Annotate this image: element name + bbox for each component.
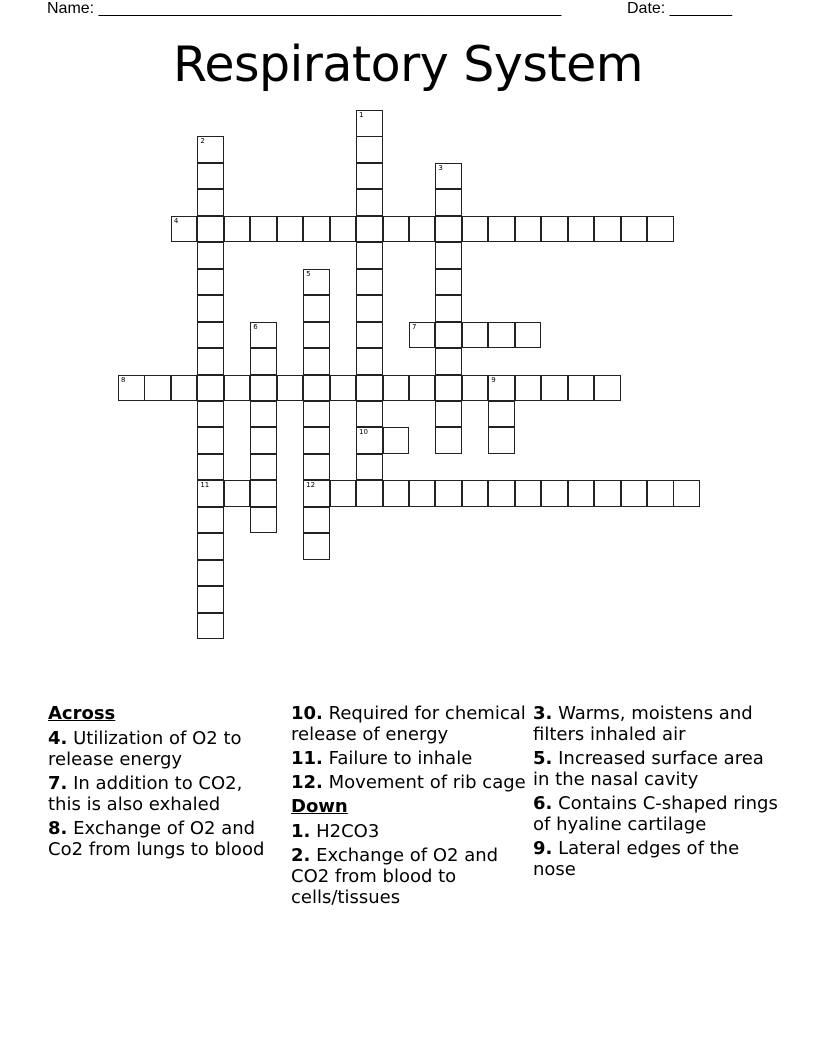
grid-cell[interactable] (303, 401, 330, 428)
grid-cell[interactable] (250, 375, 277, 402)
grid-cell[interactable] (197, 613, 224, 640)
clue-number: 10. (291, 703, 323, 724)
cell-number: 2 (200, 137, 205, 146)
grid-cell[interactable] (356, 136, 383, 163)
grid-cell[interactable] (568, 480, 595, 507)
name-field[interactable]: Name: ____________________________________________________ (47, 0, 562, 17)
grid-cell[interactable] (515, 322, 542, 349)
grid-cell[interactable] (515, 480, 542, 507)
grid-cell[interactable] (647, 216, 674, 243)
grid-cell[interactable] (541, 480, 568, 507)
clue-text: H2CO3 (316, 821, 380, 842)
grid-cell[interactable] (144, 375, 171, 402)
grid-cell[interactable] (462, 322, 489, 349)
clues-column-3 (533, 703, 783, 883)
grid-cell[interactable] (435, 216, 462, 243)
across-clue-11 (291, 748, 527, 769)
grid-cell[interactable] (594, 216, 621, 243)
grid-cell[interactable] (197, 375, 224, 402)
grid-cell[interactable] (435, 242, 462, 269)
grid-cell[interactable] (515, 216, 542, 243)
grid-cell[interactable] (250, 348, 277, 375)
grid-cell[interactable] (541, 375, 568, 402)
grid-cell[interactable] (303, 348, 330, 375)
clue-number: 2. (291, 845, 311, 866)
clue-number: 4. (48, 728, 68, 749)
clue-text: Exchange of O2 and Co2 from lungs to blood (48, 818, 265, 860)
clue-number: 12. (291, 772, 323, 793)
grid-cell[interactable] (250, 401, 277, 428)
down-clue-1 (291, 821, 527, 842)
grid-cell[interactable] (541, 216, 568, 243)
grid-cell[interactable] (224, 480, 251, 507)
grid-cell[interactable] (462, 480, 489, 507)
clue-text: Increased surface area in the nasal cavity (533, 748, 764, 790)
down-clue-3 (533, 703, 783, 745)
down-clue-9 (533, 838, 783, 880)
grid-cell[interactable] (356, 189, 383, 216)
grid-cell[interactable] (356, 216, 383, 243)
grid-cell[interactable] (435, 480, 462, 507)
grid-cell[interactable] (356, 480, 383, 507)
grid-cell[interactable] (356, 348, 383, 375)
down-clue-2 (291, 845, 527, 908)
grid-cell[interactable] (303, 216, 330, 243)
grid-cell[interactable] (356, 401, 383, 428)
cell-number: 1 (359, 111, 364, 119)
grid-cell[interactable] (356, 427, 383, 454)
cell-number: 12 (306, 481, 316, 490)
cell-number: 10 (359, 428, 368, 437)
grid-cell[interactable] (515, 375, 542, 402)
grid-cell[interactable] (488, 375, 515, 402)
grid-cell[interactable] (568, 375, 595, 402)
grid-cell[interactable] (250, 507, 277, 534)
grid-cell[interactable] (435, 348, 462, 375)
clue-number: 5. (533, 748, 553, 769)
grid-cell[interactable] (171, 216, 198, 243)
grid-cell[interactable] (383, 480, 410, 507)
grid-cell[interactable] (303, 295, 330, 322)
grid-cell[interactable] (197, 269, 224, 296)
grid-cell[interactable] (488, 427, 515, 454)
grid-cell[interactable] (250, 454, 277, 481)
grid-cell[interactable] (356, 375, 383, 402)
grid-cell[interactable] (356, 295, 383, 322)
cell-number: 9 (491, 375, 496, 384)
grid-cell[interactable] (356, 322, 383, 349)
grid-cell[interactable] (594, 480, 621, 507)
grid-cell[interactable] (197, 454, 224, 481)
clue-number: 9. (533, 838, 553, 859)
grid-cell[interactable] (330, 480, 357, 507)
across-heading: Across (48, 703, 116, 724)
grid-cell[interactable] (197, 163, 224, 190)
down-clue-5 (533, 748, 783, 790)
grid-cell[interactable] (435, 295, 462, 322)
clue-number: 6. (533, 793, 553, 814)
grid-cell[interactable] (568, 216, 595, 243)
grid-cell[interactable] (197, 216, 224, 243)
grid-cell[interactable] (409, 216, 436, 243)
grid-cell[interactable] (462, 375, 489, 402)
cell-number: 11 (200, 481, 210, 490)
grid-cell[interactable] (435, 163, 462, 190)
grid-cell[interactable] (356, 110, 383, 137)
cell-number: 8 (121, 375, 126, 384)
grid-cell[interactable] (277, 216, 304, 243)
grid-cell[interactable] (409, 322, 436, 349)
grid-cell[interactable] (303, 375, 330, 402)
grid-cell[interactable] (197, 427, 224, 454)
clue-number: 3. (533, 703, 553, 724)
grid-cell[interactable] (488, 216, 515, 243)
grid-cell[interactable] (409, 480, 436, 507)
cell-number: 7 (411, 322, 417, 331)
grid-cell[interactable] (197, 348, 224, 375)
clue-text: Warms, moistens and filters inhaled air (533, 703, 753, 745)
clue-number: 8. (48, 818, 68, 839)
clue-number: 1. (291, 821, 311, 842)
grid-cell[interactable] (250, 322, 277, 349)
grid-cell[interactable] (488, 322, 515, 349)
cell-number: 3 (438, 163, 443, 172)
grid-cell[interactable] (118, 375, 145, 402)
grid-cell[interactable] (250, 480, 277, 507)
across-clue-8 (48, 818, 280, 860)
page-title: Respiratory System (172, 36, 644, 93)
grid-cell[interactable] (277, 375, 304, 402)
clue-text: Contains C-shaped rings of hyaline cartilage (533, 793, 778, 835)
grid-cell[interactable] (435, 269, 462, 296)
grid-cell[interactable] (197, 507, 224, 534)
grid-cell[interactable] (250, 216, 277, 243)
grid-cell[interactable] (435, 189, 462, 216)
grid-cell[interactable] (435, 427, 462, 454)
clues-column-2 (291, 703, 527, 911)
grid-cell[interactable] (673, 480, 700, 507)
date-field[interactable]: Date: _______ (627, 0, 732, 17)
grid-cell[interactable] (303, 269, 330, 296)
across-clue-10 (291, 703, 527, 745)
grid-cell[interactable] (409, 375, 436, 402)
clue-number: 11. (291, 748, 323, 769)
clue-text: Required for chemical release of energy (291, 703, 526, 745)
across-clue-7 (48, 773, 280, 815)
clue-text: Failure to inhale (328, 748, 473, 769)
grid-cell[interactable] (303, 507, 330, 534)
grid-cell[interactable] (356, 242, 383, 269)
down-clue-6 (533, 793, 783, 835)
across-clue-12 (291, 772, 527, 793)
grid-cell[interactable] (224, 216, 251, 243)
cell-number: 6 (253, 322, 258, 331)
grid-cell[interactable] (647, 480, 674, 507)
grid-cell[interactable] (488, 401, 515, 428)
grid-cell[interactable] (383, 375, 410, 402)
cell-number: 5 (306, 269, 311, 278)
grid-cell[interactable] (330, 216, 357, 243)
grid-cell[interactable] (197, 322, 224, 349)
grid-cell[interactable] (303, 533, 330, 560)
grid-cell[interactable] (356, 163, 383, 190)
grid-cell[interactable] (303, 322, 330, 349)
grid-cell[interactable] (197, 295, 224, 322)
grid-cell[interactable] (197, 480, 224, 507)
grid-cell[interactable] (435, 375, 462, 402)
grid-cell[interactable] (330, 375, 357, 402)
clue-text: Utilization of O2 to release energy (48, 728, 242, 770)
grid-cell[interactable] (197, 586, 224, 613)
cell-number: 4 (173, 216, 179, 225)
grid-cell[interactable] (197, 136, 224, 163)
clue-text: Lateral edges of the nose (533, 838, 740, 880)
grid-cell[interactable] (197, 401, 224, 428)
grid-cell[interactable] (435, 322, 462, 349)
grid-cell[interactable] (356, 454, 383, 481)
grid-cell[interactable] (303, 427, 330, 454)
clue-number: 7. (48, 773, 68, 794)
grid-cell[interactable] (383, 216, 410, 243)
across-clue-4 (48, 728, 280, 770)
down-heading: Down (291, 796, 348, 817)
grid-cell[interactable] (197, 242, 224, 269)
clue-text: In addition to CO2, this is also exhaled (48, 773, 243, 815)
grid-cell[interactable] (621, 216, 648, 243)
clue-text: Exchange of O2 and CO2 from blood to cells/tissues (291, 845, 499, 908)
clues-column-1 (48, 703, 280, 863)
grid-cell[interactable] (462, 216, 489, 243)
grid-cell[interactable] (435, 401, 462, 428)
grid-cell[interactable] (383, 427, 410, 454)
grid-cell[interactable] (197, 189, 224, 216)
grid-cell[interactable] (594, 375, 621, 402)
grid-cell[interactable] (250, 427, 277, 454)
clue-text: Movement of rib cage (328, 772, 526, 793)
grid-cell[interactable] (303, 480, 330, 507)
grid-cell[interactable] (197, 560, 224, 587)
grid-cell[interactable] (197, 533, 224, 560)
grid-cell[interactable] (488, 480, 515, 507)
grid-cell[interactable] (224, 375, 251, 402)
grid-cell[interactable] (171, 375, 198, 402)
grid-cell[interactable] (621, 480, 648, 507)
grid-cell[interactable] (303, 454, 330, 481)
grid-cell[interactable] (356, 269, 383, 296)
